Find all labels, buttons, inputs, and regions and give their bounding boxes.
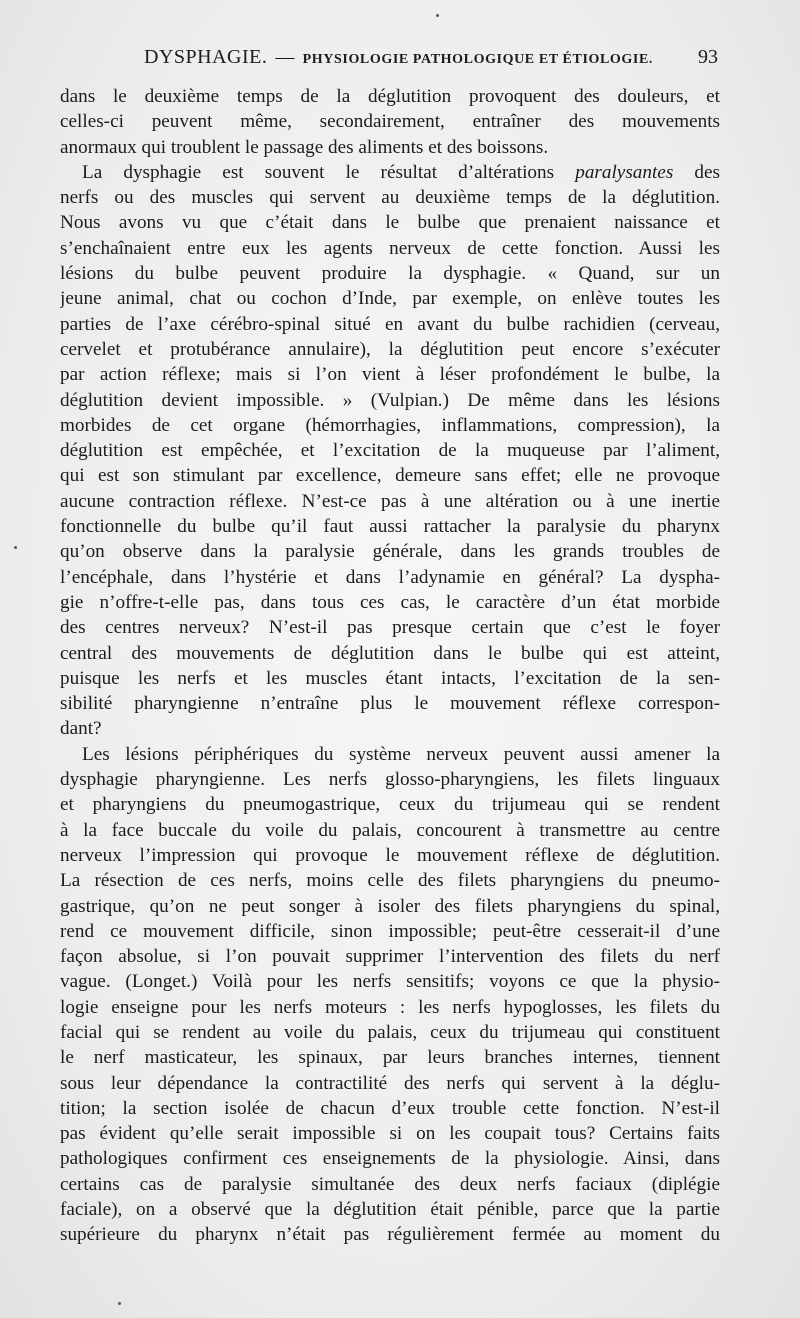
text-line: déglutition est empêchée, et l’excitation de la muqueuse par l’aliment,	[60, 440, 720, 462]
running-title	[144, 46, 653, 69]
text-line: gastrique, qu’on ne peut songer à isoler des filets pharyngiens du spinal,	[60, 895, 720, 917]
text-line: dans le deuxième temps de la déglutition provoquent des douleurs, et	[60, 86, 720, 107]
page-number: 93	[698, 46, 718, 68]
text-line: pathologiques confirment ces enseignements de la physiologie. Ainsi, dans	[60, 1148, 720, 1170]
text-line: qui est son stimulant par excellence, demeure sans effet; elle ne provoque	[60, 465, 720, 487]
text-line: qu’on observe dans la paralysie générale, dans les grands troubles de	[60, 541, 720, 563]
text-line: fonctionnelle du bulbe qu’il faut aussi rattacher la paralysie du pharynx	[60, 516, 720, 538]
text-line: celles-ci peuvent même, secondairement, entraîner des mouvements	[60, 111, 720, 133]
text-line: Les lésions périphériques du système nerveux peuvent aussi amener la	[82, 743, 720, 765]
text-line: et pharyngiens du pneumogastrique, ceux du trijumeau qui se rendent	[60, 794, 720, 816]
text-line: certains cas de paralysie simultanée des deux nerfs faciaux (diplégie	[60, 1173, 720, 1195]
text-line: nerfs ou des muscles qui servent au deuxième temps de la déglutition.	[60, 187, 720, 209]
text-line: l’encéphale, dans l’hystérie et dans l’adynamie en général? La dyspha-	[60, 566, 720, 588]
text-line: puisque les nerfs et les muscles étant intacts, l’excitation de la sen-	[60, 667, 720, 689]
page-header	[60, 46, 720, 76]
text-line: gie n’offre-t-elle pas, dans tous ces cas, le caractère d’un état morbide	[60, 591, 720, 613]
text-line: anormaux qui troublent le passage des aliments et des boissons.	[60, 136, 549, 158]
print-speck	[14, 546, 17, 549]
text-line: morbides de cet organe (hémorrhagies, inflammations, compression), la	[60, 414, 720, 436]
text-line: s’enchaînaient entre eux les agents nerveux de cette fonction. Aussi les	[60, 237, 720, 259]
running-title-main: DYSPHAGIE.	[144, 46, 268, 68]
text-line: La résection de ces nerfs, moins celle des filets pharyngiens du pneumo-	[60, 870, 720, 892]
text-line: à la face buccale du voile du palais, concourent à transmettre au centre	[60, 819, 720, 841]
print-speck	[436, 14, 439, 17]
print-speck	[118, 1302, 121, 1305]
text-line: La dysphagie est souvent le résultat d’altérations paralysantes des	[82, 161, 720, 183]
text-line: parties de l’axe cérébro-spinal situé en avant du bulbe rachidien (cerveau,	[60, 313, 720, 335]
text-line: central des mouvements de déglutition dans le bulbe qui est atteint,	[60, 642, 720, 664]
text-line: le nerf masticateur, les spinaux, par leurs branches internes, tiennent	[60, 1047, 720, 1069]
text-line: facial qui se rendent au voile du palais, ceux du trijumeau qui constituent	[60, 1021, 720, 1043]
text-line: vague. (Longet.) Voilà pour les nerfs sensitifs; voyons ce que la physio-	[60, 971, 720, 993]
text-line: sibilité pharyngienne n’entraîne plus le mouvement réflexe correspon-	[60, 693, 720, 715]
running-title-subtitle: PHYSIOLOGIE PATHOLOGIQUE ET ÉTIOLOGIE.	[302, 52, 653, 67]
text-line: jeune animal, chat ou cochon d’Inde, par exemple, on enlève toutes les	[60, 288, 720, 310]
text-line: Nous avons vu que c’était dans le bulbe que prenaient naissance et	[60, 212, 720, 234]
text-line: par action réflexe; mais si l’on vient à léser profondément le bulbe, la	[60, 364, 720, 386]
text-line: rend ce mouvement difficile, sinon impossible; peut-être cesserait-il d’une	[60, 920, 720, 942]
text-line: pas évident qu’elle serait impossible si on les coupait tous? Certains faits	[60, 1123, 720, 1145]
text-line: supérieure du pharynx n’était pas régulièrement fermée au moment du	[60, 1224, 720, 1246]
text-line: sous leur dépendance la contractilité des nerfs qui servent à la déglu-	[60, 1072, 720, 1094]
text-line: aucune contraction réflexe. N’est-ce pas à une altération ou à une inertie	[60, 490, 720, 512]
text-line: lésions du bulbe peuvent produire la dysphagie. « Quand, sur un	[60, 263, 720, 285]
text-line: déglutition devient impossible. » (Vulpian.) De même dans les lésions	[60, 389, 720, 411]
text-line: dysphagie pharyngienne. Les nerfs glosso-pharyngiens, les filets linguaux	[60, 769, 720, 791]
text-line: des centres nerveux? N’est-il pas presque certain que c’est le foyer	[60, 617, 720, 639]
text-line: tition; la section isolée de chacun d’eux trouble cette fonction. N’est-il	[60, 1097, 720, 1119]
text-line: logie enseigne pour les nerfs moteurs : les nerfs hypoglosses, les filets du	[60, 996, 720, 1018]
running-title-separator: —	[275, 47, 295, 68]
text-line: façon absolue, si l’on pouvait supprimer l’intervention des filets du nerf	[60, 946, 720, 968]
text-line: cervelet et protubérance annulaire), la déglutition peut encore s’exécuter	[60, 338, 720, 360]
text-line: dant?	[60, 718, 102, 740]
text-line: nerveux l’impression qui provoque le mouvement réflexe de déglutition.	[60, 844, 720, 866]
text-line: faciale), on a observé que la déglutition était pénible, parce que la partie	[60, 1199, 720, 1221]
body-text	[60, 84, 720, 1248]
